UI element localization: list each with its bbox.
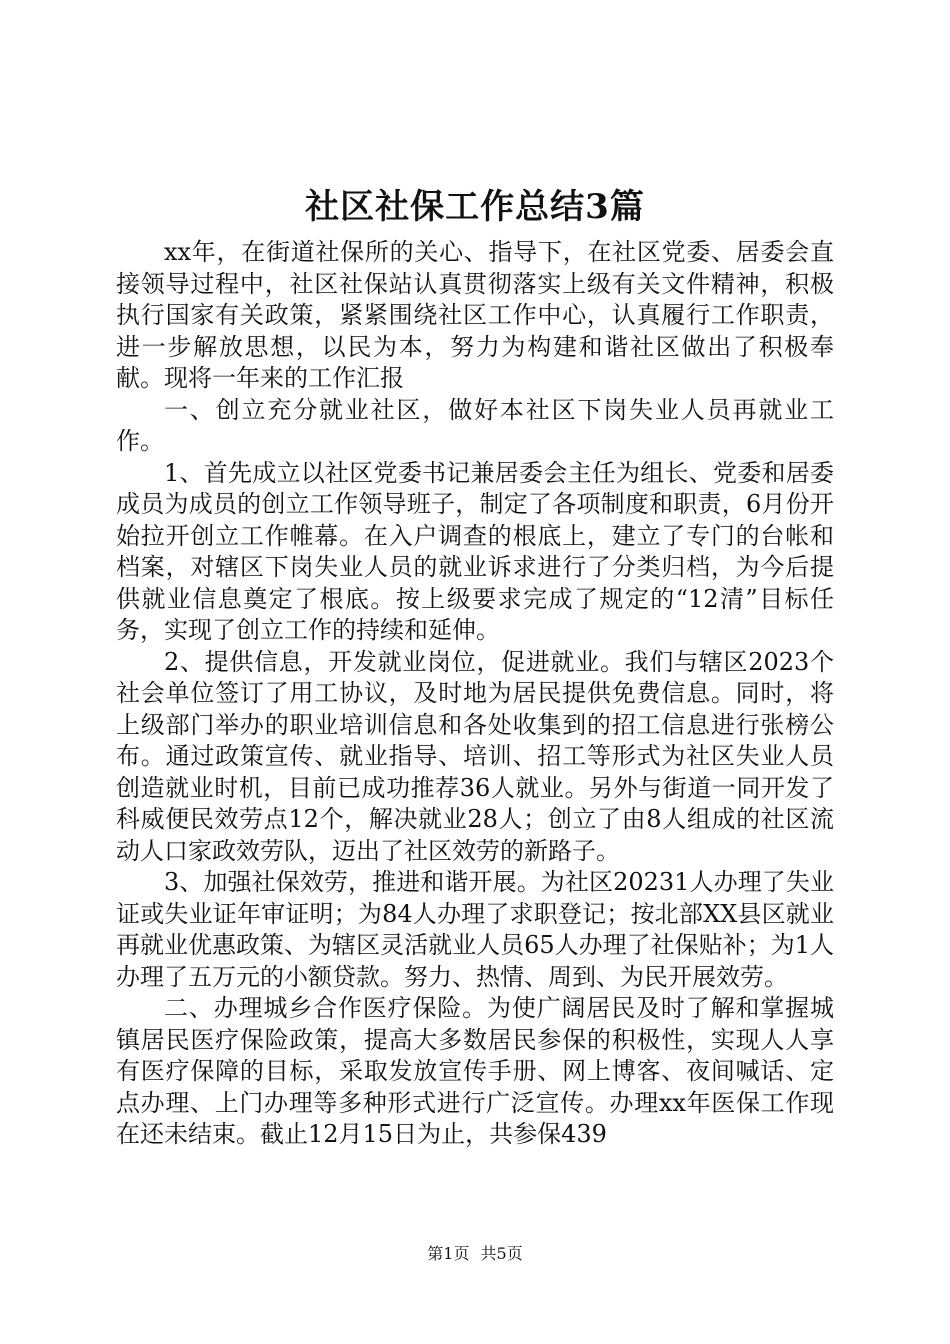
paragraph-item-1: 1、首先成立以社区党委书记兼居委会主任为组长、党委和居委成员为成员的创立工作领导班子，制定了各项制度和职责，6月份开始拉开创立工作帷幕。在入户调查的根底上，建立了专门的台帐和档案，对辖区下岗失业人员的就业诉求进行了分类归档，为今后提供就业信息奠定了根底。按上级要求完成了规定的“12清”目标任务，实现了创立工作的持续和延伸。 bbox=[116, 458, 834, 644]
page-number: 第1页 bbox=[427, 1244, 470, 1263]
document-title: 社区社保工作总结3篇 bbox=[305, 187, 645, 227]
document-body bbox=[116, 237, 834, 1151]
paragraph-intro: xx年，在街道社保所的关心、指导下，在社区党委、居委会直接领导过程中，社区社保站认真贯彻落实上级有关文件精神，积极执行国家有关政策，紧紧围绕社区工作中心，认真履行工作职责，进一步解放思想，以民为本，努力为构建和谐社区做出了积极奉献。现将一年来的工作汇报 bbox=[116, 238, 834, 392]
paragraph-item-2: 2、提供信息，开发就业岗位，促进就业。我们与辖区2023个社会单位签订了用工协议，及时地为居民提供免费信息。同时，将上级部门举办的职业培训信息和各处收集到的招工信息进行张榜公布。通过政策宣传、就业指导、培训、招工等形式为社区失业人员创造就业时机，目前已成功推荐36人就业。另外与街道一同开发了科威便民效劳点12个，解决就业28人；创立了由8人组成的社区流动人口家政效劳队，迈出了社区效劳的新路子。 bbox=[116, 647, 834, 865]
page-footer bbox=[0, 1242, 950, 1266]
paragraph-section-2: 二、办理城乡合作医疗保险。为使广阔居民及时了解和掌握城镇居民医疗保险政策，提高大多数居民参保的积极性，实现人人享有医疗保障的目标，采取发放宣传手册、网上博客、夜间喊话、定点办理、上门办理等多种形式进行广泛宣传。办理xx年医保工作现在还未结束。截止12月15日为止，共参保439 bbox=[116, 994, 834, 1148]
paragraph-item-3: 3、加强社保效劳，推进和谐开展。为社区20231人办理了失业证或失业证年审证明；为84人办理了求职登记；按北部XX县区就业再就业优惠政策、为辖区灵活就业人员65人办理了社保贴补；为1人办理了五万元的小额贷款。努力、热情、周到、为民开展效劳。 bbox=[116, 868, 834, 991]
page-total: 共5页 bbox=[480, 1244, 523, 1263]
paragraph-section-1-heading: 一、创立充分就业社区，做好本社区下岗失业人员再就业工作。 bbox=[116, 395, 834, 455]
